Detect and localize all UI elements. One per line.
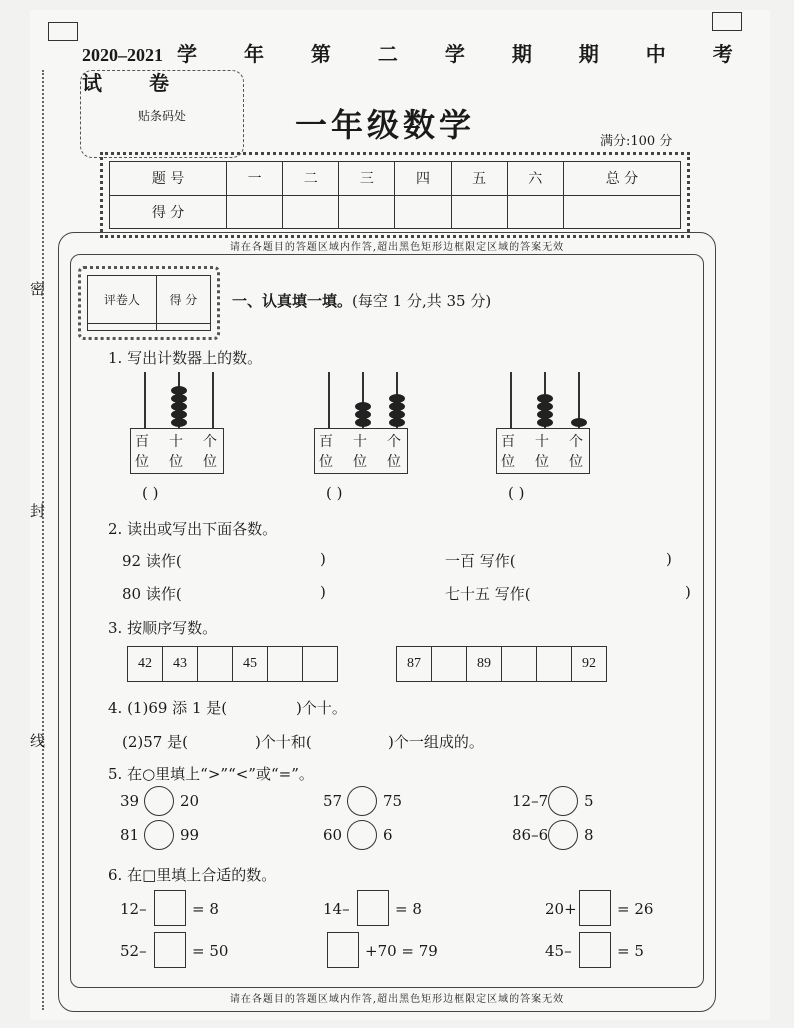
compare-right: 99 (180, 826, 200, 844)
score-value-cell[interactable] (283, 195, 339, 229)
abacus-bead (171, 386, 187, 395)
place-label: 十 (353, 434, 367, 450)
abacus-bead (389, 410, 405, 419)
abacus-rod (212, 372, 214, 428)
score-header-cell: 四 (395, 162, 451, 196)
q4-part2-mid: )个十和( (255, 733, 312, 751)
compare-circle[interactable] (548, 820, 578, 850)
q1-text: 1. 写出计数器上的数。 (108, 349, 263, 367)
score-header-cell: 总 分 (563, 162, 680, 196)
place-label: 十 (169, 434, 183, 450)
compare-circle[interactable] (347, 820, 377, 850)
seal-label-feng: 封 (30, 502, 46, 520)
abacus-bead (389, 394, 405, 403)
q4-part2-end: )个一组成的。 (388, 733, 484, 751)
abacus-bead (355, 402, 371, 411)
equation-right: = 26 (617, 900, 654, 918)
full-score: 满分:100 分 (600, 134, 673, 149)
q5-text: 5. 在○里填上“>”“<”或“=”。 (108, 765, 314, 783)
q1-answer-blank[interactable]: ( ) (142, 484, 159, 502)
place-label: 位 (353, 454, 367, 470)
sequence-blank[interactable] (303, 647, 338, 682)
q2-text: 2. 读出或写出下面各数。 (108, 520, 278, 538)
equation-right: = 50 (192, 942, 229, 960)
score-value-cell[interactable] (507, 195, 563, 229)
compare-left: 39 (120, 792, 140, 810)
q4-part1-end: )个十。 (296, 699, 347, 717)
q2-close-75: ) (685, 583, 691, 601)
q2-close-100: ) (666, 550, 672, 568)
compare-right: 6 (383, 826, 393, 844)
sequence-number: 45 (233, 647, 268, 682)
sequence-blank[interactable] (432, 647, 467, 682)
score-header-label: 题 号 (110, 162, 227, 196)
place-label: 百 (501, 434, 515, 450)
place-label: 百 (135, 434, 149, 450)
sequence-number: 43 (163, 647, 198, 682)
sequence-number: 89 (467, 647, 502, 682)
seal-line (42, 70, 44, 1010)
answer-box[interactable] (154, 932, 186, 968)
sequence-blank[interactable] (502, 647, 537, 682)
place-label: 个 (569, 434, 583, 450)
score-value-cell[interactable] (227, 195, 283, 229)
q2-item-75: 七十五 写作( (445, 585, 531, 603)
compare-left: 12–7 (512, 792, 549, 810)
q2-item-100: 一百 写作( (445, 552, 516, 570)
grader-name-cell[interactable] (88, 323, 157, 330)
compare-circle[interactable] (548, 786, 578, 816)
place-label: 位 (319, 454, 333, 470)
sequence-blank[interactable] (268, 647, 303, 682)
place-label: 位 (387, 454, 401, 470)
q3-text: 3. 按顺序写数。 (108, 619, 218, 637)
section-1-heading (232, 290, 491, 311)
grader-box (78, 266, 220, 340)
abacus-place-labels (496, 428, 590, 474)
equation-left: 52– (120, 942, 147, 960)
answer-box[interactable] (579, 932, 611, 968)
abacus-bead (389, 418, 405, 427)
score-table-frame (100, 152, 690, 238)
section-1-note: (每空 1 分,共 35 分) (352, 292, 492, 310)
sequence-number: 87 (397, 647, 432, 682)
q4-part1-start: 4. (1)69 添 1 是( (108, 699, 228, 717)
score-value-cell[interactable] (395, 195, 451, 229)
sequence-blank[interactable] (537, 647, 572, 682)
q4-part2-start: (2)57 是( (122, 733, 188, 751)
score-value-row (110, 195, 681, 229)
score-value-cell[interactable] (563, 195, 680, 229)
compare-right: 8 (584, 826, 594, 844)
sequence-blank[interactable] (198, 647, 233, 682)
abacus-bead (171, 402, 187, 411)
equation-left: 20+ (545, 900, 577, 918)
compare-left: 86–6 (512, 826, 549, 844)
score-table (109, 161, 681, 229)
compare-circle[interactable] (144, 820, 174, 850)
abacus-bead (537, 394, 553, 403)
equation-right: = 8 (192, 900, 219, 918)
answer-box[interactable] (327, 932, 359, 968)
score-header-cell: 三 (339, 162, 395, 196)
abacus-bead (171, 394, 187, 403)
answer-notice-bottom: 请在各题目的答题区域内作答,超出黑色矩形边框限定区域的答案无效 (229, 994, 565, 1005)
seal-label-mi: 密 (30, 280, 46, 298)
score-value-cell[interactable] (339, 195, 395, 229)
place-label: 十 (535, 434, 549, 450)
q1-answer-blank[interactable]: ( ) (508, 484, 525, 502)
grader-table (87, 275, 211, 331)
place-label: 个 (203, 434, 217, 450)
score-header-cell: 一 (227, 162, 283, 196)
abacus-rod (510, 372, 512, 428)
abacus-rod (328, 372, 330, 428)
abacus-bead (355, 418, 371, 427)
abacus-bead (171, 410, 187, 419)
page-title: 一年级数学 (295, 106, 476, 144)
grader-score-cell[interactable] (156, 323, 210, 330)
answer-box[interactable] (357, 890, 389, 926)
score-header-row (110, 162, 681, 196)
q3-sequence-2 (396, 646, 607, 682)
place-label: 位 (501, 454, 515, 470)
q6-text: 6. 在□里填上合适的数。 (108, 866, 277, 884)
abacus-rod (144, 372, 146, 428)
compare-circle[interactable] (144, 786, 174, 816)
score-header-cell: 六 (507, 162, 563, 196)
barcode-label: 贴条码处 (137, 109, 186, 123)
abacus-bead (537, 418, 553, 427)
abacus-bead (389, 402, 405, 411)
abacus-bead (355, 410, 371, 419)
equation-right: +70 = 79 (365, 942, 438, 960)
grader-score-label: 得 分 (156, 276, 210, 324)
section-1-title: 一、认真填一填。 (232, 292, 353, 310)
corner-mark-left (48, 22, 78, 41)
place-label: 位 (569, 454, 583, 470)
seal-label-xian: 线 (30, 732, 46, 750)
place-label: 个 (387, 434, 401, 450)
abacus-place-labels (130, 428, 224, 474)
abacus-bead (537, 402, 553, 411)
q2-item-80: 80 读作( (122, 585, 182, 603)
compare-right: 75 (383, 792, 403, 810)
compare-left: 60 (323, 826, 343, 844)
q2-close-80: ) (320, 583, 326, 601)
compare-left: 81 (120, 826, 140, 844)
answer-box[interactable] (154, 890, 186, 926)
equation-right: = 8 (395, 900, 422, 918)
score-value-label: 得 分 (110, 195, 227, 229)
score-header-cell: 五 (451, 162, 507, 196)
school-year: 2020–2021 (82, 45, 163, 65)
abacus-place-labels (314, 428, 408, 474)
equation-left: 12– (120, 900, 147, 918)
answer-box[interactable] (579, 890, 611, 926)
barcode-area (80, 70, 244, 158)
abacus-bead (571, 418, 587, 427)
place-label: 位 (203, 454, 217, 470)
place-label: 百 (319, 434, 333, 450)
corner-mark-right (712, 12, 742, 31)
q2-close-92: ) (320, 550, 326, 568)
sequence-number: 92 (572, 647, 607, 682)
abacus-bead (171, 418, 187, 427)
equation-left: 45– (545, 942, 572, 960)
equation-right: = 5 (617, 942, 644, 960)
q2-item-92: 92 读作( (122, 552, 182, 570)
score-value-cell[interactable] (451, 195, 507, 229)
grader-label: 评卷人 (88, 276, 157, 324)
compare-circle[interactable] (347, 786, 377, 816)
answer-notice-top: 请在各题目的答题区域内作答,超出黑色矩形边框限定区域的答案无效 (229, 242, 565, 253)
compare-right: 5 (584, 792, 594, 810)
sequence-number: 42 (128, 647, 163, 682)
score-header-cell: 二 (283, 162, 339, 196)
place-label: 位 (169, 454, 183, 470)
compare-left: 57 (323, 792, 343, 810)
q1-answer-blank[interactable]: ( ) (326, 484, 343, 502)
place-label: 位 (135, 454, 149, 470)
place-label: 位 (535, 454, 549, 470)
q3-sequence-1 (127, 646, 338, 682)
equation-left: 14– (323, 900, 350, 918)
abacus-bead (537, 410, 553, 419)
compare-right: 20 (180, 792, 200, 810)
term-text: 学 年 第 二 学 期 期 中 考 试 卷 (82, 42, 753, 95)
